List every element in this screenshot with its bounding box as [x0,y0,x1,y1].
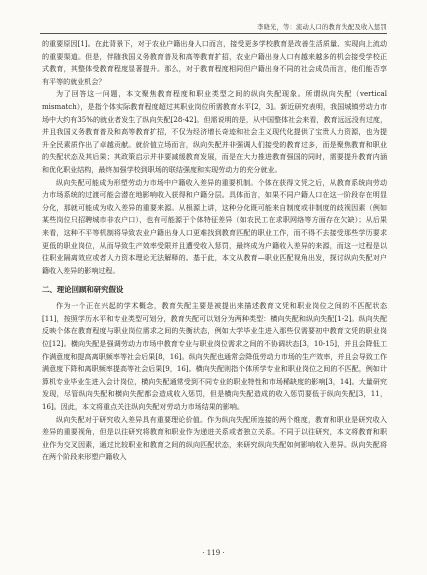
section-heading: 二、理论回顾和研究假设 [42,285,124,295]
page-number: · 119 · [202,549,225,557]
body-paragraph: 为了回答这一问题，本文聚焦教育程度和职业类型之间的纵向失配现象。所谓纵向失配（vertical mismatch），是指个体实际教育程度超过其职业岗位所需教育水平[2，3]。新近研究表明，我国城镇劳动力市场中大约有35%的就业者发生了纵向失配[28-42]。但需说明的是，从中国整体社会来看，教育远远没有过度，并且我国义务教育普及和高等教育扩招，不仅为经济增长奇迹和社会主义现代化提供了宝贵人力资源，也为提升全民素质作出了卓越贡献。就价值立场而言，纵向失配并非强调人们接受的教育过多，而是聚焦教育和职业的失配状态及其后果；其政策启示并非要减缓教育发展，而是在大力推进教育强国的同时，需要提升教育内涵和优化职业结构，最终加强学校到职场的联结强度和实现劳动力的充分就业。 [42,89,387,174]
article-body [42,38,387,464]
running-header [40,22,387,34]
running-title: 李晓光，等：流动人口的教育失配及收入惩罚 [257,24,387,31]
body-paragraph: 的重要原因[1]。在此背景下，对于农业户籍出身人口而言，接受更多学校教育是改善生活质量、实现向上流动的重要渠道。但是，伴随我国义务教育普及和高等教育扩招，农业户籍出身人口有越来越多的机会接受学校正式教育，其整体受教育程度显著提升。那么，对于教育程度相同但户籍出身不同的社会成员而言，他们能否享有平等的就业机会？ [42,39,387,86]
section-paragraph: 作为一个正在兴起的学术概念，教育失配主要是被提出来描述教育文凭和职业岗位之间的不匹配状态[11]，按照学历水平和专业类型可划分，教育失配可以划分为两种类型：横向失配和纵向失配[1-2]。纵向失配反映个体在教育程度与职业岗位需求之间的失衡状态，例如大学毕业生进入那些仅需要初中教育文凭的职业岗位[12]。横向失配是强调劳动力市场中教育专业与职业岗位需求之间的不协调状态[3，10-15]，并且会降低工作满意度和提高离职频率等社会后果[8，16]。纵向失配也通常会降低劳动力市场的生产效率，并且会导致工作满意度下降和离职频率提高等社会后果[9，16]。横向失配则指个体所学专业和职业岗位之间的不匹配，例如计算机专业毕业生进入会计岗位，横向失配通常受到不同专业的职业特性和市场稀缺度的影响[3，14]。大量研究发现，尽管纵向失配和横向失配都会造成收入惩罚，但是横向失配造成的收入惩罚要低于纵向失配[3，11，16]。因此，本文将重点关注纵向失配对劳动力市场结果的影响。 [42,301,387,412]
body-paragraph: 纵向失配可能成为形塑劳动力市场中户籍收入差异的重要机制。个体在获得文凭之后，从教育系统向劳动力市场系统的过渡可能会潜在地影响收入获得和户籍分层。具体而言，如果不同户籍人口在这一阶段存在明显分化，那就可能成为收入差异的重要来源。从根源上讲，这种分化既可能来自制度或非制度的歧视因素（例如某些岗位只招聘城市非农户口），也有可能源于个体特征差异（如农民工在求职网络等方面存在欠缺）；从后果来看，这种不平等机制将导致农业户籍出身人口更难找到教育匹配的职业工作，而不得不去接受那些学历要求更低的职业岗位，从而导致生产效率受限并且遭受收入惩罚，最终成为户籍收入差异的来源，而这一过程是以往职业隔离效应或者人力资本理论无法解释的。基于此，本文从教育—职业匹配视角出发，探讨纵向失配对户籍收入差异的影响过程。 [42,177,387,275]
section-paragraph: 纵向失配对于研究收入差异具有重要理论价值。作为纵向失配所连接的两个维度，教育和职业是研究收入差异的重要视角，但是以往研究将教育和职业作为递进关系或者独立关系。不同于以往研究，本文将教育和职业作为交叉因素，通过比较职业和教育之间的纵向匹配状态，来研究纵向失配如何影响收入差异。纵向失配将在两个阶段来形塑户籍收入 [42,414,387,462]
